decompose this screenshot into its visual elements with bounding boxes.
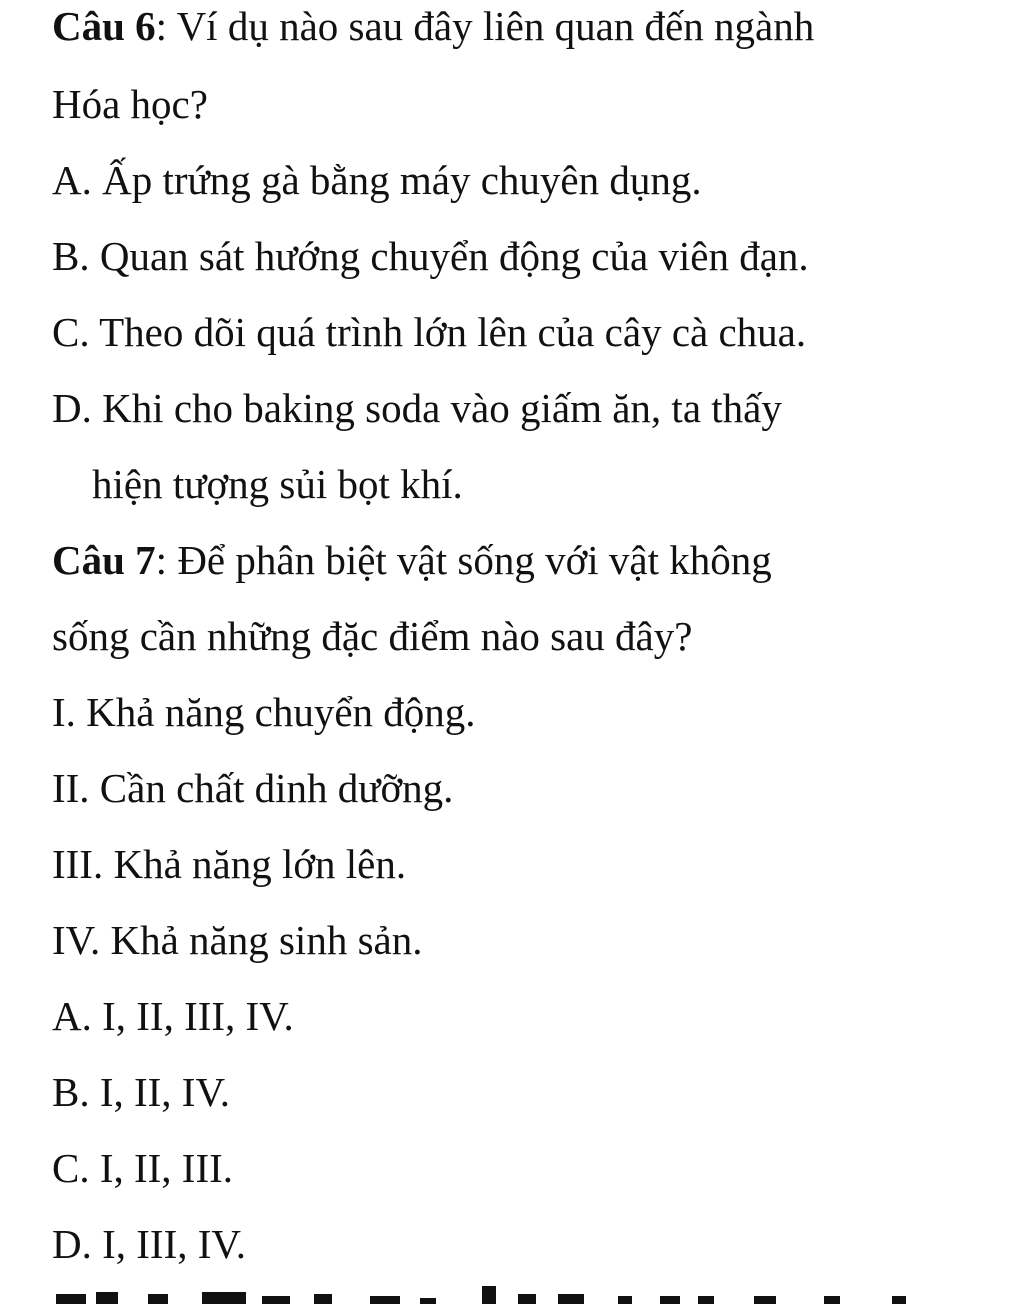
question-7-stem-text: : Để phân biệt vật sống với vật không	[155, 537, 772, 583]
question-6-option-b: B. Quan sát hướng chuyển động của viên đạn.	[52, 233, 809, 279]
question-6-option-d-line-2: hiện tượng sủi bọt khí.	[92, 461, 463, 507]
question-7-option-c: C. I, II, III.	[52, 1145, 234, 1191]
question-7-stem-line-2: sống cần những đặc điểm nào sau đây?	[52, 613, 693, 659]
question-7-statement-4: IV. Khả năng sinh sản.	[52, 917, 423, 963]
question-6-stem-text: : Ví dụ nào sau đây liên quan đến ngành	[155, 3, 815, 49]
question-7-statement-3: III. Khả năng lớn lên.	[52, 841, 407, 887]
question-7-option-d: D. I, III, IV.	[52, 1221, 246, 1267]
question-6-option-a: A. Ấp trứng gà bằng máy chuyên dụng.	[52, 157, 702, 203]
question-7-stem-line-1	[52, 536, 772, 584]
question-7-statement-2: II. Cần chất dinh dưỡng.	[52, 765, 454, 811]
cut-off-next-line	[52, 1286, 952, 1304]
question-6-stem-line-2: Hóa học?	[52, 81, 208, 127]
question-6-label: Câu 6	[52, 3, 156, 49]
question-6-stem-line-1	[52, 2, 814, 50]
question-7-statement-1: I. Khả năng chuyển động.	[52, 689, 476, 735]
question-7-option-a: A. I, II, III, IV.	[52, 993, 294, 1039]
question-6-option-c: C. Theo dõi quá trình lớn lên của cây cà chua.	[52, 309, 807, 355]
question-7-label: Câu 7	[52, 537, 156, 583]
question-7-option-b: B. I, II, IV.	[52, 1069, 231, 1115]
question-6-option-d-line-1: D. Khi cho baking soda vào giấm ăn, ta thấy	[52, 385, 782, 431]
